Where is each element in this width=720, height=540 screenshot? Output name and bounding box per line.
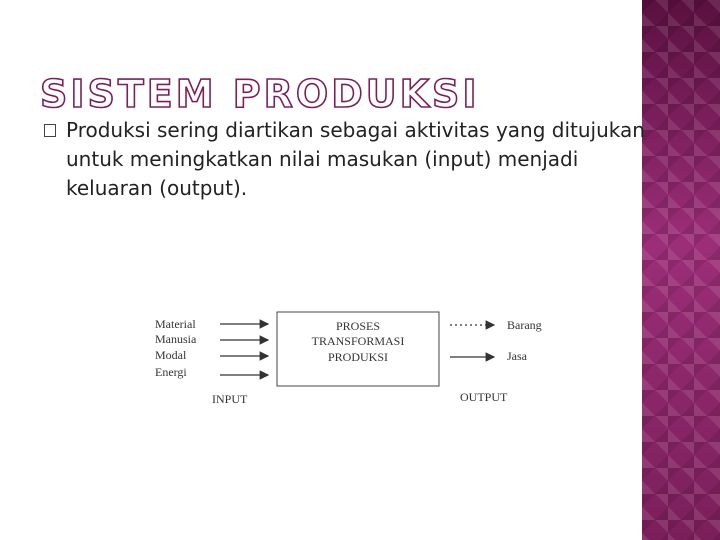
process-label-line1: PROSES bbox=[335, 319, 381, 333]
input-section-label: INPUT bbox=[212, 392, 248, 406]
bullet-item bbox=[44, 116, 664, 203]
input-label-manusia: Manusia bbox=[155, 332, 197, 346]
process-label-line2: TRANSFORMASI bbox=[311, 334, 405, 348]
bullet-text: Produksi sering diartikan sebagai aktivitas yang ditujukan untuk meningkatkan nilai masukan (input) menjadi keluaran (output). bbox=[66, 118, 645, 200]
input-label-energi: Energi bbox=[155, 365, 187, 379]
decorative-side-strip bbox=[642, 0, 720, 540]
input-label-material: Material bbox=[155, 317, 196, 331]
output-label-jasa: Jasa bbox=[507, 349, 527, 363]
input-label-modal: Modal bbox=[155, 348, 187, 362]
slide-title: SISTEM PRODUKSI bbox=[40, 72, 480, 116]
production-system-diagram bbox=[150, 300, 570, 410]
output-label-barang: Barang bbox=[507, 318, 542, 332]
bullet-square-icon bbox=[44, 124, 56, 137]
process-label-line3: PRODUKSI bbox=[327, 350, 389, 364]
output-section-label: OUTPUT bbox=[460, 390, 508, 404]
